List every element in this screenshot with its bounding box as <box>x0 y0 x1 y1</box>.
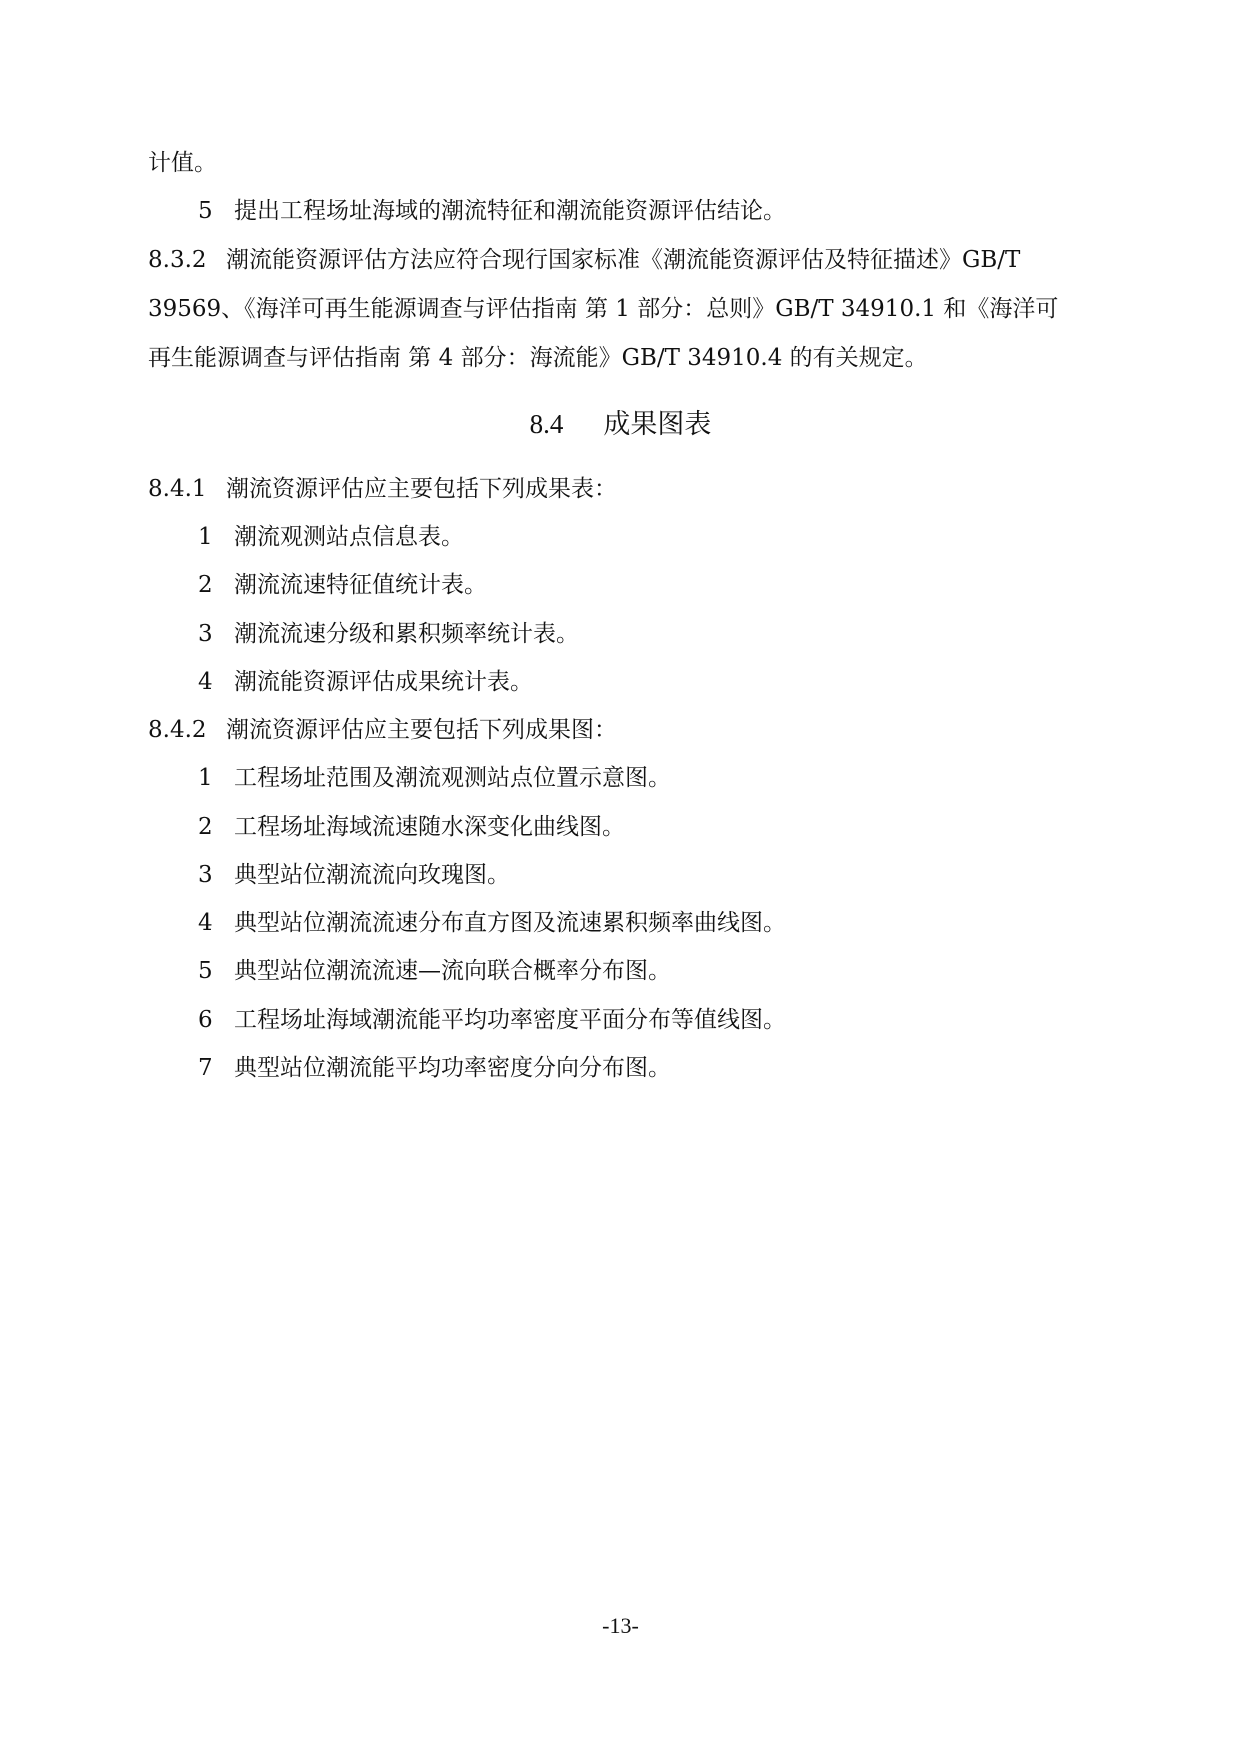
list-item-number: 1 <box>198 524 213 550</box>
list-item-text: 典型站位潮流流速—流向联合概率分布图。 <box>234 958 671 984</box>
list-item-text: 潮流观测站点信息表。 <box>234 524 464 550</box>
clause-8-3-2 <box>148 245 1020 275</box>
list-item <box>198 956 671 986</box>
list-item-number: 2 <box>198 814 213 840</box>
clause-text: 潮流能资源评估方法应符合现行国家标准《潮流能资源评估及特征描述》GB/T <box>226 247 1021 273</box>
list-item <box>198 570 487 600</box>
list-item <box>198 908 786 938</box>
list-item-number: 4 <box>198 669 213 695</box>
list-item <box>198 619 579 649</box>
clause-text: 潮流资源评估应主要包括下列成果图： <box>226 717 617 743</box>
list-item-number: 6 <box>198 1007 213 1033</box>
list-item <box>198 763 671 793</box>
clause-text: 潮流资源评估应主要包括下列成果表： <box>226 476 617 502</box>
clause-number: 8.4.1 <box>148 476 207 502</box>
list-item-number: 2 <box>198 572 213 598</box>
list-item-text: 工程场址海域流速随水深变化曲线图。 <box>234 814 625 840</box>
list-item-number: 3 <box>198 862 213 888</box>
paragraph-line: 39569、《海洋可再生能源调查与评估指南 第 1 部分：总则》GB/T 34910.1 和《海洋可 <box>148 296 1059 322</box>
section-heading <box>0 406 1241 443</box>
clause-number: 8.3.2 <box>148 247 207 273</box>
list-item-text: 工程场址范围及潮流观测站点位置示意图。 <box>234 765 671 791</box>
page-number: -13- <box>602 1613 639 1638</box>
paragraph-line: 计值。 <box>148 150 217 176</box>
list-item-number: 3 <box>198 621 213 647</box>
list-item <box>198 522 464 552</box>
list-item-text: 潮流能资源评估成果统计表。 <box>234 669 533 695</box>
list-item-number: 5 <box>198 198 213 224</box>
list-item-text: 提出工程场址海域的潮流特征和潮流能资源评估结论。 <box>234 198 786 224</box>
list-item-text: 潮流流速特征值统计表。 <box>234 572 487 598</box>
list-item-text: 潮流流速分级和累积频率统计表。 <box>234 621 579 647</box>
list-item-number: 7 <box>198 1055 213 1081</box>
list-item-text: 工程场址海域潮流能平均功率密度平面分布等值线图。 <box>234 1007 786 1033</box>
list-item <box>198 812 625 842</box>
list-item <box>198 196 786 226</box>
clause-8-4-2 <box>148 715 617 745</box>
clause-8-4-1 <box>148 474 617 504</box>
list-item <box>198 860 510 890</box>
list-item-number: 4 <box>198 910 213 936</box>
paragraph-line: 再生能源调查与评估指南 第 4 部分：海流能》GB/T 34910.4 的有关规定。 <box>148 345 928 371</box>
list-item-number: 5 <box>198 958 213 984</box>
section-title: 成果图表 <box>603 409 712 440</box>
list-item <box>198 667 533 697</box>
list-item-number: 1 <box>198 765 213 791</box>
list-item-text: 典型站位潮流能平均功率密度分向分布图。 <box>234 1055 671 1081</box>
list-item <box>198 1053 671 1083</box>
section-number: 8.4 <box>529 409 564 439</box>
list-item-text: 典型站位潮流流向玫瑰图。 <box>234 862 510 888</box>
clause-number: 8.4.2 <box>148 717 207 743</box>
list-item-text: 典型站位潮流流速分布直方图及流速累积频率曲线图。 <box>234 910 786 936</box>
list-item <box>198 1005 786 1035</box>
